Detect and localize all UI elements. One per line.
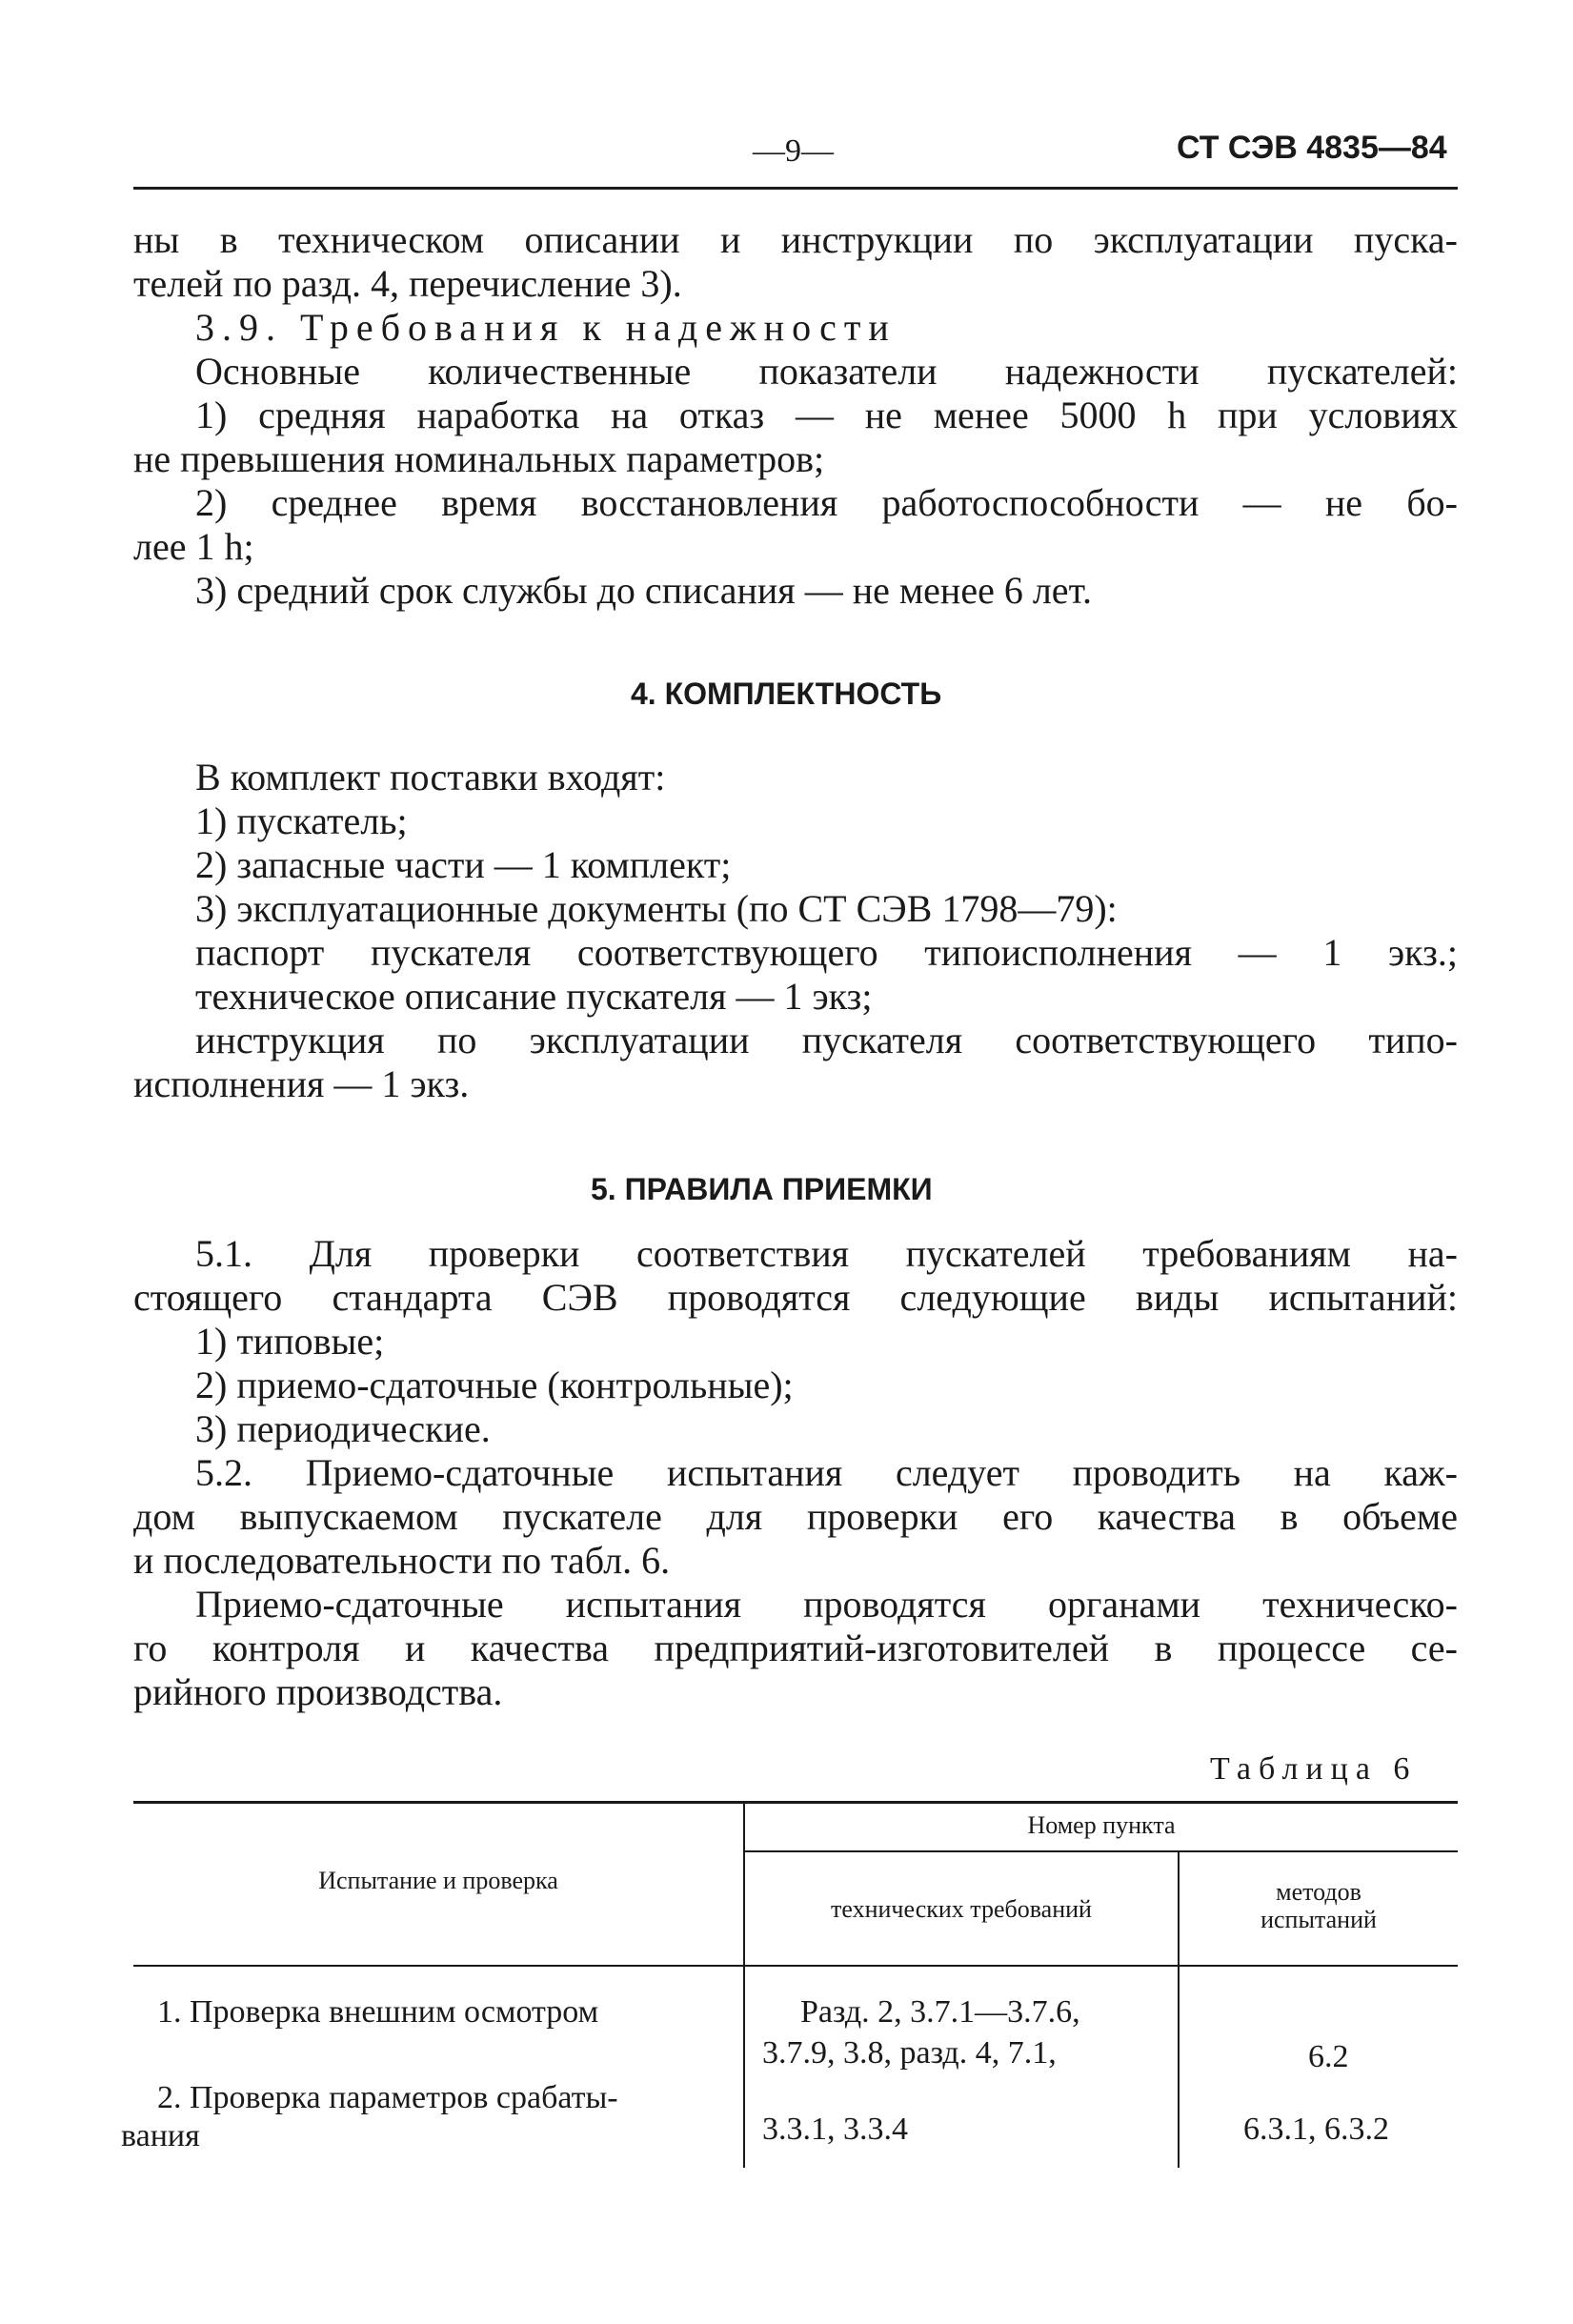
para-line: Основные количественные показатели надежности пускателей: — [195, 350, 1458, 393]
list-item: 3) средний срок службы до списания — не менее 6 лет. — [195, 569, 1093, 612]
para-line: 5.1. Для проверки соответствия пускателей требованиям на- — [195, 1232, 1458, 1275]
list-item: 1) типовые; — [195, 1320, 385, 1363]
table-cell-test: 1. Проверка внешним осмотром — [157, 1994, 599, 2030]
table-caption: Таблица 6 — [1210, 1751, 1418, 1787]
standard-code: СТ СЭВ 4835—84 — [1177, 130, 1447, 166]
page-number: —9— — [753, 133, 834, 169]
col-header-methods-line1: методов — [1276, 1878, 1361, 1906]
para-line: рийного производства. — [133, 1670, 503, 1713]
list-item: 3) эксплуатационные документы (по СТ СЭВ 1798—79): — [195, 887, 1118, 930]
section-heading-3-9: 3.9. Требования к надежности — [195, 306, 897, 349]
col-header-methods — [1180, 1879, 1458, 1933]
para-line: В комплект поставки входят: — [195, 756, 666, 798]
table-subheader-rule — [743, 1850, 1458, 1852]
list-item: паспорт пускателя соответствующего типоисполнения — 1 экз.; — [195, 931, 1458, 974]
table-cell-test: 2. Проверка параметров срабаты- — [157, 2080, 618, 2115]
table-top-rule — [133, 1801, 1458, 1804]
table-header-rule — [133, 1965, 1458, 1967]
table-cell-test: вания — [121, 2118, 200, 2153]
col-header-methods-line2: испытаний — [1260, 1905, 1377, 1933]
col-header-group: Номер пункта — [1027, 1811, 1176, 1839]
list-item: 1) средняя наработка на отказ — не менее 5000 h при условиях — [195, 394, 1458, 436]
list-item: 2) приемо-сдаточные (контрольные); — [195, 1364, 794, 1406]
list-item: техническое описание пускателя — 1 экз; — [195, 975, 873, 1018]
para-line: ны в техническом описании и инструкции по эксплуатации пуска- — [133, 218, 1458, 261]
col-header-test: Испытание и проверка — [318, 1867, 558, 1894]
list-item: инструкция по эксплуатации пускателя соответствующего типо- — [195, 1019, 1458, 1061]
list-item: 2) среднее время восстановления работоспособности — не бо- — [195, 481, 1458, 524]
table-cell-requirements: 3.3.1, 3.3.4 — [762, 2112, 908, 2147]
para-line: стоящего стандарта СЭВ проводятся следующие виды испытаний: — [133, 1276, 1458, 1319]
table-cell-methods: 6.3.1, 6.3.2 — [1243, 2112, 1389, 2147]
list-item: 2) запасные части — 1 комплект; — [195, 843, 732, 886]
list-item: 3) периодические. — [195, 1407, 491, 1450]
table-cell-methods: 6.2 — [1308, 2039, 1349, 2074]
para-line: Приемо-сдаточные испытания проводятся органами техническо- — [195, 1583, 1458, 1626]
section-title-4: 4. КОМПЛЕКТНОСТЬ — [631, 677, 942, 711]
table-cell-requirements: 3.7.9, 3.8, разд. 4, 7.1, — [762, 2035, 1057, 2071]
list-item-cont: не превышения номинальных параметров; — [133, 437, 825, 480]
para-line: 5.2. Приемо-сдаточные испытания следует проводить на каж- — [195, 1451, 1458, 1494]
para-line: и последовательности по табл. 6. — [133, 1539, 671, 1582]
table-vline-1 — [743, 1801, 745, 2168]
col-header-requirements: технических требований — [831, 1895, 1092, 1923]
list-item-cont: лее 1 h; — [133, 525, 254, 568]
table-cell-requirements: Разд. 2, 3.7.1—3.7.6, — [800, 1994, 1080, 2030]
para-line: дом выпускаемом пускателе для проверки его качества в объеме — [133, 1495, 1458, 1538]
header-rule — [133, 187, 1458, 190]
list-item: 1) пускатель; — [195, 799, 408, 842]
para-line: телей по разд. 4, перечисление 3). — [133, 262, 682, 305]
para-line: го контроля и качества предприятий-изготовителей в процессе се- — [133, 1627, 1458, 1669]
list-item-cont: исполнения — 1 экз. — [133, 1062, 470, 1105]
section-title-5: 5. ПРАВИЛА ПРИЕМКИ — [591, 1172, 933, 1206]
